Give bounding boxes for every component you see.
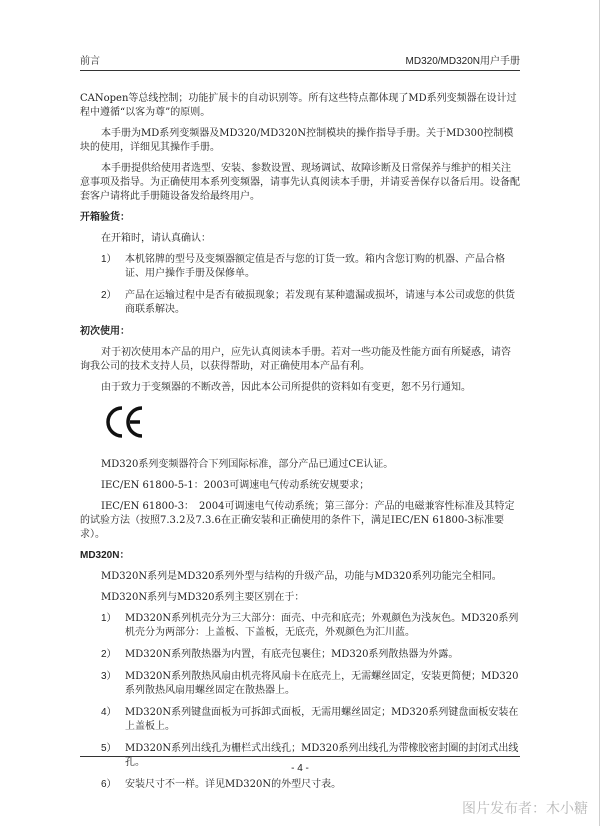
item-text: MD320N系列出线孔为栅栏式出线孔；MD320系列出线孔为带橡胶密封圈的封闭式出线孔。 xyxy=(125,743,519,768)
header-section-title: 前言 xyxy=(80,56,100,67)
header-manual-title: MD320/MD320N用户手册 xyxy=(405,56,520,67)
ce-paragraph-2: IEC/EN 61800-5-1：2003可调速电气传动系统安规要求； xyxy=(101,480,370,491)
intro-paragraph-3: 本手册提供给使用者选型、安装、参数设置、现场调试、故障诊断及日常保养与维护的相关注意事项及指导。为正确使用本系列变频器，请事先认真阅读本手册，并请妥善保存以备后用。设备配套客户请将此手册随设备发给最终用户。 xyxy=(80,163,520,202)
ce-paragraph-3: IEC/EN 61800-3： 2004可调速电气传动系统；第三部分：产品的电磁兼容性标准及其特定的试验方法（按照7.3.2及7.3.6在正确安装和正确使用的条件下，满足IEC/EN 61800-3标准要求）。 xyxy=(80,501,515,540)
page-body xyxy=(80,92,520,800)
item-text: 产品在运输过程中是否有破损现象；若发现有某种遗漏或损坏，请速与本公司或您的供货商联系解决。 xyxy=(125,290,515,315)
md320n-paragraph-2: MD320N系列与MD320系列主要区别在于： xyxy=(101,592,305,603)
intro-paragraph-2: 本手册为MD系列变频器及MD320/MD320N控制模块的操作指导手册。关于MD300控制模块的使用，详细见其操作手册。 xyxy=(80,128,514,153)
page-number: - 4 - xyxy=(291,763,309,774)
md320n-heading: MD320N： xyxy=(80,550,130,561)
item-text: MD320N系列键盘面板为可拆卸式面板，无需用螺丝固定；MD320系列键盘面板安装在上盖板上。 xyxy=(125,707,519,732)
page-header xyxy=(80,52,520,68)
header-rule xyxy=(80,70,520,71)
item-number: 3） xyxy=(101,671,117,682)
first-use-paragraph-1: 对于初次使用本产品的用户，应先认真阅读本手册。若对一些功能及性能方面有所疑惑，请咨询我公司的技术支持人员，以获得帮助，对正确使用本产品有利。 xyxy=(80,347,511,372)
unpack-item-1 xyxy=(80,253,520,281)
ce-mark-logo xyxy=(104,402,144,442)
md320n-item-1 xyxy=(80,612,520,640)
md320n-item-2 xyxy=(80,648,520,662)
first-use-paragraph-2: 由于致力于变频器的不断改善，因此本公司所提供的资料如有变更，恕不另行通知。 xyxy=(101,382,471,393)
item-text: MD320N系列散热器为内置，有底壳包裹住；MD320系列散热器为外露。 xyxy=(125,649,459,660)
intro-paragraph-1: CANopen等总线控制；功能扩展卡的自动识别等。所有这些特点都体现了MD系列变频器在设计过程中遵循“以客为尊”的原则。 xyxy=(80,93,517,118)
unpack-lead: 在开箱时，请认真确认： xyxy=(101,233,211,244)
item-number: 1） xyxy=(101,254,117,265)
item-number: 1） xyxy=(101,613,117,624)
item-number: 4） xyxy=(101,707,117,718)
unpack-item-2 xyxy=(80,289,520,317)
item-number: 2） xyxy=(101,290,117,301)
first-use-heading: 初次使用： xyxy=(80,326,130,337)
ce-paragraph-1: MD320系列变频器符合下列国际标准，部分产品已通过CE认证。 xyxy=(101,459,394,470)
item-number: 6） xyxy=(101,779,117,790)
item-text: 本机铭牌的型号及变频器额定值是否与您的订货一致。箱内含您订购的机器、产品合格证、用户操作手册及保修单。 xyxy=(125,254,505,279)
publisher-watermark: 图片发布者：木小糖 xyxy=(462,801,588,817)
md320n-paragraph-1: MD320N系列是MD320系列外型与结构的升级产品，功能与MD320系列功能完全相同。 xyxy=(101,571,502,582)
item-text: MD320N系列散热风扇由机壳将风扇卡在底壳上，无需螺丝固定，安装更简便；MD320系列散热风扇用螺丝固定在散热器上。 xyxy=(125,671,519,696)
md320n-item-4 xyxy=(80,706,520,734)
item-text: 安装尺寸不一样。详见MD320N的外型尺寸表。 xyxy=(125,779,342,790)
item-number: 5） xyxy=(101,743,117,754)
ce-mark-icon xyxy=(80,402,520,448)
md320n-item-6 xyxy=(80,778,520,792)
item-text: MD320N系列机壳分为三大部分：面壳、中壳和底壳；外观颜色为浅灰色。MD320系列机壳分为两部分：上盖板、下盖板，无底壳，外观颜色为汇川蓝。 xyxy=(125,613,519,638)
md320n-item-3 xyxy=(80,670,520,698)
footer-rule xyxy=(80,756,520,757)
item-number: 2） xyxy=(101,649,117,660)
unpack-heading: 开箱验货： xyxy=(80,212,130,223)
